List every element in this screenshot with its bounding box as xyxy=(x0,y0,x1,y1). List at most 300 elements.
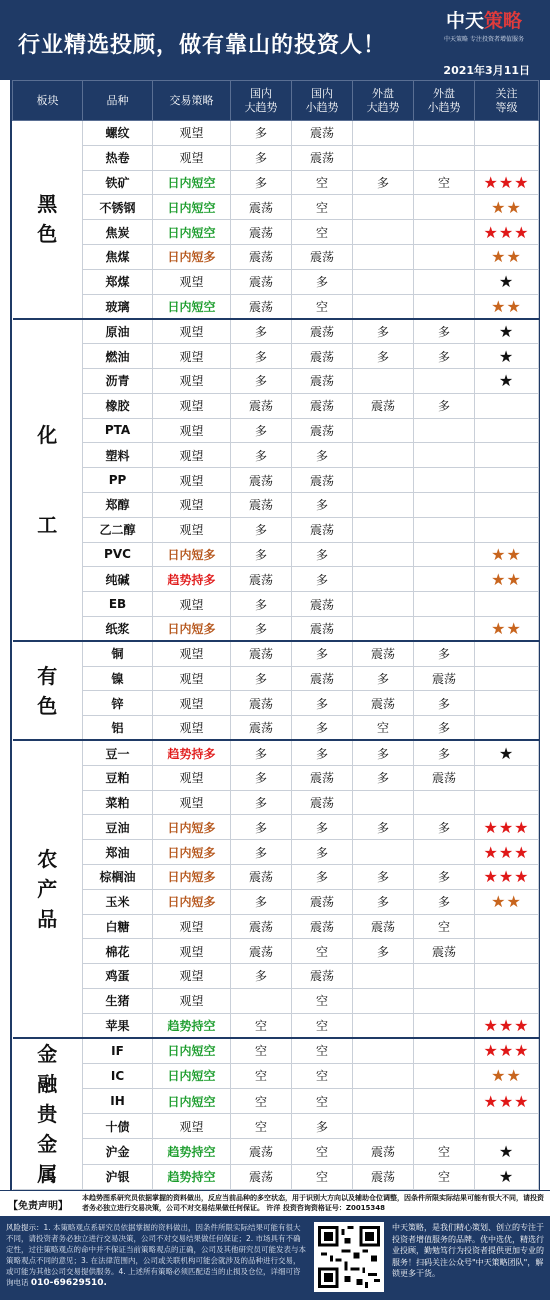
attention-rating: ★ xyxy=(475,319,539,344)
variety-cell: 沥青 xyxy=(83,368,153,393)
domestic-major-trend-cell: 多 xyxy=(231,840,292,865)
domestic-major-trend-cell: 空 xyxy=(231,1088,292,1113)
overseas-major-trend-cell xyxy=(353,121,414,146)
disclaimer-text: 本趋势图系研究员依据掌握的资料做出，反应当前品种的多空状态，用于识别大方向以及辅助仓位调整，因条件所限实际结果可能有很大不同，请投资者务必独立进行交易决策，公司不对交易结果做任何保证。 许洋 投资咨询资格证号：Z0015348 xyxy=(82,1194,544,1212)
domestic-major-trend-cell: 震荡 xyxy=(231,567,292,592)
overseas-minor-trend-cell: 多 xyxy=(414,344,475,369)
strategy-cell: 日内短多 xyxy=(153,815,231,840)
domestic-minor-trend-cell: 空 xyxy=(292,1164,353,1189)
strategy-table xyxy=(12,80,539,1190)
domestic-minor-trend-cell: 空 xyxy=(292,939,353,964)
table-row xyxy=(13,716,539,741)
overseas-major-trend-cell xyxy=(353,1088,414,1113)
strategy-cell: 观望 xyxy=(153,393,231,418)
domestic-minor-trend-cell: 空 xyxy=(292,170,353,195)
domestic-major-trend-cell: 震荡 xyxy=(231,716,292,741)
logo-text-part2: 策略 xyxy=(484,10,523,32)
overseas-major-trend-cell xyxy=(353,145,414,170)
domestic-minor-trend-cell: 震荡 xyxy=(292,244,353,269)
overseas-minor-trend-cell: 震荡 xyxy=(414,939,475,964)
table-row xyxy=(13,492,539,517)
overseas-minor-trend-cell xyxy=(414,220,475,245)
qr-code-image xyxy=(318,1226,380,1288)
attention-rating xyxy=(475,790,539,815)
overseas-minor-trend-cell: 多 xyxy=(414,889,475,914)
variety-cell: 锌 xyxy=(83,691,153,716)
overseas-major-trend-cell: 多 xyxy=(353,344,414,369)
overseas-minor-trend-cell xyxy=(414,1114,475,1139)
strategy-cell: 日内短多 xyxy=(153,244,231,269)
variety-cell: 纯碱 xyxy=(83,567,153,592)
attention-rating: ★★ xyxy=(475,294,539,319)
attention-rating xyxy=(475,666,539,691)
attention-rating: ★★★ xyxy=(475,815,539,840)
table-row xyxy=(13,393,539,418)
domestic-major-trend-cell: 震荡 xyxy=(231,492,292,517)
attention-rating: ★★ xyxy=(475,244,539,269)
domestic-minor-trend-cell: 震荡 xyxy=(292,889,353,914)
domestic-minor-trend-cell: 多 xyxy=(292,716,353,741)
variety-cell: 铜 xyxy=(83,641,153,666)
domestic-minor-trend-cell: 震荡 xyxy=(292,964,353,989)
domestic-minor-trend-cell: 空 xyxy=(292,1013,353,1038)
domestic-minor-trend-cell: 空 xyxy=(292,1063,353,1088)
table-header-row xyxy=(13,81,539,121)
table-row xyxy=(13,1139,539,1164)
domestic-major-trend-cell: 震荡 xyxy=(231,220,292,245)
overseas-minor-trend-cell: 空 xyxy=(414,1139,475,1164)
attention-rating xyxy=(475,765,539,790)
domestic-minor-trend-cell: 多 xyxy=(292,815,353,840)
overseas-major-trend-cell xyxy=(353,840,414,865)
brand-about: 中天策略，是我们精心策划、创立的专注于投资者增值服务的品牌。优中选优，精选行业投顾，勤勉笃行为投资者提供更加专业的服务！扫码关注公众号"中天策略团队"，解锁更多干货。 xyxy=(392,1223,544,1278)
overseas-minor-trend-cell xyxy=(414,1038,475,1063)
domestic-major-trend-cell: 多 xyxy=(231,592,292,617)
domestic-major-trend-cell: 多 xyxy=(231,765,292,790)
domestic-minor-trend-cell: 多 xyxy=(292,567,353,592)
domestic-minor-trend-cell: 多 xyxy=(292,269,353,294)
domestic-minor-trend-cell: 多 xyxy=(292,864,353,889)
overseas-minor-trend-cell xyxy=(414,964,475,989)
overseas-minor-trend-cell xyxy=(414,492,475,517)
strategy-cell: 观望 xyxy=(153,121,231,146)
domestic-minor-trend-cell: 多 xyxy=(292,542,353,567)
domestic-major-trend-cell: 多 xyxy=(231,815,292,840)
table-row xyxy=(13,939,539,964)
overseas-major-trend-cell xyxy=(353,1114,414,1139)
strategy-cell: 日内短空 xyxy=(153,1038,231,1063)
attention-rating xyxy=(475,418,539,443)
overseas-major-trend-cell xyxy=(353,220,414,245)
overseas-minor-trend-cell xyxy=(414,294,475,319)
strategy-cell: 观望 xyxy=(153,145,231,170)
overseas-major-trend-cell xyxy=(353,269,414,294)
domestic-minor-trend-cell: 震荡 xyxy=(292,790,353,815)
strategy-cell: 趋势持多 xyxy=(153,740,231,765)
overseas-major-trend-cell xyxy=(353,443,414,468)
sector-label: 黑 色 xyxy=(13,121,83,319)
overseas-major-trend-cell xyxy=(353,418,414,443)
domestic-minor-trend-cell: 空 xyxy=(292,988,353,1013)
domestic-major-trend-cell: 多 xyxy=(231,616,292,641)
overseas-major-trend-cell xyxy=(353,567,414,592)
table-row xyxy=(13,641,539,666)
strategy-cell: 观望 xyxy=(153,368,231,393)
column-header: 板块 xyxy=(13,81,83,121)
variety-cell: PP xyxy=(83,468,153,493)
domestic-major-trend-cell: 震荡 xyxy=(231,939,292,964)
strategy-cell: 日内短空 xyxy=(153,1088,231,1113)
table-row xyxy=(13,988,539,1013)
table-row xyxy=(13,790,539,815)
qr-code[interactable] xyxy=(314,1222,384,1292)
overseas-minor-trend-cell: 空 xyxy=(414,914,475,939)
attention-rating: ★ xyxy=(475,269,539,294)
strategy-cell: 日内短多 xyxy=(153,864,231,889)
attention-rating xyxy=(475,914,539,939)
variety-cell: 豆粕 xyxy=(83,765,153,790)
strategy-cell: 日内短空 xyxy=(153,170,231,195)
strategy-cell: 观望 xyxy=(153,1114,231,1139)
domestic-major-trend-cell: 多 xyxy=(231,964,292,989)
overseas-minor-trend-cell xyxy=(414,121,475,146)
column-header: 关注 等级 xyxy=(475,81,539,121)
overseas-minor-trend-cell xyxy=(414,468,475,493)
variety-cell: PTA xyxy=(83,418,153,443)
variety-cell: IF xyxy=(83,1038,153,1063)
table-row xyxy=(13,1114,539,1139)
strategy-cell: 观望 xyxy=(153,790,231,815)
attention-rating: ★★★ xyxy=(475,1088,539,1113)
domestic-minor-trend-cell: 多 xyxy=(292,1114,353,1139)
risk-notice-text: 1. 本策略观点系研究员依据掌握的资料做出，因条件所限实际结果可能有很大不同，请投资者务必独立进行交易决策，公司不对交易结果做任何保证；2. 市场具有不确定性，过往策略观点的命中并不保证当前策略观点的正确，公司及其他研究员可能发表与本策略观点不同的意见；3. 在法律范围内，公司或关联机构可能会就涉及的品种进行交易，或可能为其他公司交易提供服务。4. 上述所有策略必须匹配适当的止损及仓位，详细可咨询电话 xyxy=(6,1223,306,1287)
overseas-major-trend-cell: 震荡 xyxy=(353,641,414,666)
risk-notice xyxy=(6,1222,306,1289)
attention-rating: ★★ xyxy=(475,889,539,914)
overseas-minor-trend-cell: 多 xyxy=(414,864,475,889)
table-row xyxy=(13,666,539,691)
strategy-cell: 观望 xyxy=(153,517,231,542)
overseas-major-trend-cell: 多 xyxy=(353,889,414,914)
domestic-major-trend-cell: 震荡 xyxy=(231,294,292,319)
overseas-minor-trend-cell: 多 xyxy=(414,691,475,716)
variety-cell: 螺纹 xyxy=(83,121,153,146)
domestic-major-trend-cell: 震荡 xyxy=(231,864,292,889)
variety-cell: 纸浆 xyxy=(83,616,153,641)
strategy-cell: 观望 xyxy=(153,988,231,1013)
overseas-major-trend-cell xyxy=(353,542,414,567)
domestic-major-trend-cell: 震荡 xyxy=(231,195,292,220)
variety-cell: 原油 xyxy=(83,319,153,344)
brand-logo xyxy=(430,6,538,43)
attention-rating: ★ xyxy=(475,1164,539,1189)
strategy-cell: 观望 xyxy=(153,269,231,294)
overseas-minor-trend-cell: 多 xyxy=(414,740,475,765)
footer xyxy=(0,1216,550,1300)
strategy-cell: 日内短空 xyxy=(153,195,231,220)
overseas-major-trend-cell: 多 xyxy=(353,319,414,344)
domestic-major-trend-cell: 多 xyxy=(231,121,292,146)
table-row xyxy=(13,616,539,641)
attention-rating xyxy=(475,716,539,741)
domestic-minor-trend-cell: 震荡 xyxy=(292,344,353,369)
strategy-cell: 观望 xyxy=(153,691,231,716)
overseas-major-trend-cell: 震荡 xyxy=(353,1139,414,1164)
strategy-cell: 日内短空 xyxy=(153,294,231,319)
strategy-cell: 观望 xyxy=(153,641,231,666)
overseas-minor-trend-cell xyxy=(414,443,475,468)
variety-cell: IC xyxy=(83,1063,153,1088)
attention-rating xyxy=(475,393,539,418)
variety-cell: 沪金 xyxy=(83,1139,153,1164)
variety-cell: 镍 xyxy=(83,666,153,691)
overseas-major-trend-cell xyxy=(353,1013,414,1038)
table-row xyxy=(13,1164,539,1189)
overseas-major-trend-cell xyxy=(353,790,414,815)
table-row xyxy=(13,170,539,195)
table-row xyxy=(13,1038,539,1063)
table-row xyxy=(13,567,539,592)
column-header: 交易策略 xyxy=(153,81,231,121)
domestic-major-trend-cell: 震荡 xyxy=(231,914,292,939)
strategy-cell: 观望 xyxy=(153,492,231,517)
domestic-minor-trend-cell: 震荡 xyxy=(292,368,353,393)
attention-rating xyxy=(475,939,539,964)
domestic-minor-trend-cell: 多 xyxy=(292,443,353,468)
attention-rating: ★★ xyxy=(475,1063,539,1088)
attention-rating: ★★★ xyxy=(475,840,539,865)
table-row xyxy=(13,1088,539,1113)
variety-cell: 菜粕 xyxy=(83,790,153,815)
domestic-minor-trend-cell: 震荡 xyxy=(292,319,353,344)
table-row xyxy=(13,691,539,716)
overseas-minor-trend-cell: 多 xyxy=(414,716,475,741)
variety-cell: 郑煤 xyxy=(83,269,153,294)
table-row xyxy=(13,344,539,369)
table-row xyxy=(13,244,539,269)
contact-phone[interactable]: 010-69629510. xyxy=(30,1278,107,1288)
overseas-minor-trend-cell xyxy=(414,368,475,393)
attention-rating xyxy=(475,468,539,493)
overseas-major-trend-cell xyxy=(353,294,414,319)
overseas-major-trend-cell: 多 xyxy=(353,740,414,765)
overseas-minor-trend-cell xyxy=(414,840,475,865)
strategy-cell: 日内短空 xyxy=(153,220,231,245)
strategy-cell: 观望 xyxy=(153,468,231,493)
domestic-major-trend-cell: 多 xyxy=(231,418,292,443)
domestic-minor-trend-cell: 震荡 xyxy=(292,914,353,939)
attention-rating: ★★ xyxy=(475,542,539,567)
table-row xyxy=(13,840,539,865)
attention-rating: ★★ xyxy=(475,567,539,592)
table-row xyxy=(13,864,539,889)
domestic-minor-trend-cell: 空 xyxy=(292,220,353,245)
attention-rating: ★★★ xyxy=(475,170,539,195)
header-banner xyxy=(0,0,550,80)
strategy-cell: 观望 xyxy=(153,592,231,617)
overseas-major-trend-cell xyxy=(353,195,414,220)
overseas-minor-trend-cell: 多 xyxy=(414,641,475,666)
variety-cell: 棕榈油 xyxy=(83,864,153,889)
overseas-minor-trend-cell xyxy=(414,418,475,443)
overseas-minor-trend-cell xyxy=(414,592,475,617)
strategy-cell: 观望 xyxy=(153,765,231,790)
attention-rating xyxy=(475,988,539,1013)
variety-cell: 棉花 xyxy=(83,939,153,964)
table-row xyxy=(13,368,539,393)
table-row xyxy=(13,964,539,989)
attention-rating: ★★ xyxy=(475,195,539,220)
attention-rating xyxy=(475,641,539,666)
variety-cell: 苹果 xyxy=(83,1013,153,1038)
strategy-table-container xyxy=(10,80,540,1190)
column-header: 外盘 大趋势 xyxy=(353,81,414,121)
attention-rating xyxy=(475,691,539,716)
strategy-cell: 观望 xyxy=(153,939,231,964)
domestic-major-trend-cell: 多 xyxy=(231,344,292,369)
attention-rating: ★★★ xyxy=(475,220,539,245)
overseas-major-trend-cell xyxy=(353,616,414,641)
domestic-major-trend-cell: 震荡 xyxy=(231,393,292,418)
domestic-major-trend-cell: 多 xyxy=(231,889,292,914)
sector-label: 有 色 xyxy=(13,641,83,740)
strategy-cell: 观望 xyxy=(153,716,231,741)
domestic-major-trend-cell: 多 xyxy=(231,666,292,691)
strategy-cell: 观望 xyxy=(153,964,231,989)
domestic-major-trend-cell: 多 xyxy=(231,145,292,170)
overseas-major-trend-cell: 多 xyxy=(353,815,414,840)
overseas-major-trend-cell: 多 xyxy=(353,170,414,195)
overseas-minor-trend-cell: 空 xyxy=(414,1164,475,1189)
table-row xyxy=(13,195,539,220)
domestic-minor-trend-cell: 多 xyxy=(292,492,353,517)
table-row xyxy=(13,145,539,170)
variety-cell: 热卷 xyxy=(83,145,153,170)
table-row xyxy=(13,418,539,443)
domestic-minor-trend-cell: 震荡 xyxy=(292,418,353,443)
domestic-minor-trend-cell: 多 xyxy=(292,740,353,765)
domestic-major-trend-cell: 多 xyxy=(231,542,292,567)
domestic-major-trend-cell: 多 xyxy=(231,443,292,468)
overseas-major-trend-cell xyxy=(353,1038,414,1063)
overseas-minor-trend-cell xyxy=(414,1088,475,1113)
domestic-minor-trend-cell: 震荡 xyxy=(292,468,353,493)
domestic-minor-trend-cell: 多 xyxy=(292,691,353,716)
overseas-major-trend-cell xyxy=(353,592,414,617)
variety-cell: 铝 xyxy=(83,716,153,741)
logo-text-part1: 中天 xyxy=(445,10,484,32)
overseas-minor-trend-cell xyxy=(414,988,475,1013)
domestic-major-trend-cell: 震荡 xyxy=(231,1164,292,1189)
variety-cell: 玻璃 xyxy=(83,294,153,319)
domestic-minor-trend-cell: 空 xyxy=(292,294,353,319)
overseas-major-trend-cell: 多 xyxy=(353,666,414,691)
table-row xyxy=(13,1013,539,1038)
overseas-minor-trend-cell: 多 xyxy=(414,393,475,418)
strategy-cell: 趋势持多 xyxy=(153,567,231,592)
table-row xyxy=(13,294,539,319)
variety-cell: 塑料 xyxy=(83,443,153,468)
sector-label: 化 工 xyxy=(13,319,83,641)
overseas-minor-trend-cell xyxy=(414,195,475,220)
overseas-major-trend-cell: 震荡 xyxy=(353,914,414,939)
domestic-minor-trend-cell: 多 xyxy=(292,840,353,865)
column-header: 国内 大趋势 xyxy=(231,81,292,121)
overseas-major-trend-cell xyxy=(353,244,414,269)
table-row xyxy=(13,443,539,468)
overseas-major-trend-cell xyxy=(353,964,414,989)
logo-text xyxy=(430,6,538,33)
variety-cell: 焦煤 xyxy=(83,244,153,269)
overseas-major-trend-cell xyxy=(353,517,414,542)
table-row xyxy=(13,468,539,493)
overseas-minor-trend-cell: 多 xyxy=(414,319,475,344)
table-row xyxy=(13,815,539,840)
variety-cell: 鸡蛋 xyxy=(83,964,153,989)
variety-cell: 豆一 xyxy=(83,740,153,765)
domestic-minor-trend-cell: 震荡 xyxy=(292,616,353,641)
domestic-major-trend-cell xyxy=(231,988,292,1013)
table-row xyxy=(13,269,539,294)
attention-rating: ★ xyxy=(475,344,539,369)
table-row xyxy=(13,914,539,939)
domestic-minor-trend-cell: 震荡 xyxy=(292,145,353,170)
strategy-cell: 日内短多 xyxy=(153,889,231,914)
domestic-major-trend-cell: 空 xyxy=(231,1114,292,1139)
domestic-minor-trend-cell: 空 xyxy=(292,195,353,220)
variety-cell: PVC xyxy=(83,542,153,567)
variety-cell: IH xyxy=(83,1088,153,1113)
overseas-minor-trend-cell xyxy=(414,145,475,170)
variety-cell: EB xyxy=(83,592,153,617)
attention-rating: ★★ xyxy=(475,616,539,641)
domestic-major-trend-cell: 震荡 xyxy=(231,1139,292,1164)
domestic-minor-trend-cell: 多 xyxy=(292,641,353,666)
domestic-minor-trend-cell: 震荡 xyxy=(292,592,353,617)
disclaimer-bar xyxy=(0,1190,550,1216)
attention-rating xyxy=(475,492,539,517)
variety-cell: 白糖 xyxy=(83,914,153,939)
attention-rating xyxy=(475,121,539,146)
sector-label: 金 融 贵 金 属 xyxy=(13,1038,83,1190)
variety-cell: 郑油 xyxy=(83,840,153,865)
overseas-minor-trend-cell xyxy=(414,517,475,542)
overseas-minor-trend-cell xyxy=(414,542,475,567)
strategy-cell: 日内短空 xyxy=(153,1063,231,1088)
domestic-minor-trend-cell: 震荡 xyxy=(292,666,353,691)
variety-cell: 郑醇 xyxy=(83,492,153,517)
attention-rating xyxy=(475,443,539,468)
domestic-major-trend-cell: 多 xyxy=(231,517,292,542)
domestic-major-trend-cell: 震荡 xyxy=(231,244,292,269)
variety-cell: 乙二醇 xyxy=(83,517,153,542)
strategy-cell: 趋势持空 xyxy=(153,1139,231,1164)
domestic-major-trend-cell: 震荡 xyxy=(231,641,292,666)
table-row xyxy=(13,740,539,765)
strategy-cell: 观望 xyxy=(153,319,231,344)
strategy-cell: 观望 xyxy=(153,344,231,369)
domestic-minor-trend-cell: 空 xyxy=(292,1139,353,1164)
overseas-major-trend-cell: 多 xyxy=(353,939,414,964)
domestic-major-trend-cell: 空 xyxy=(231,1013,292,1038)
overseas-minor-trend-cell: 震荡 xyxy=(414,666,475,691)
overseas-minor-trend-cell xyxy=(414,616,475,641)
overseas-minor-trend-cell xyxy=(414,1013,475,1038)
table-row xyxy=(13,517,539,542)
domestic-minor-trend-cell: 空 xyxy=(292,1088,353,1113)
variety-cell: 不锈钢 xyxy=(83,195,153,220)
table-row xyxy=(13,592,539,617)
